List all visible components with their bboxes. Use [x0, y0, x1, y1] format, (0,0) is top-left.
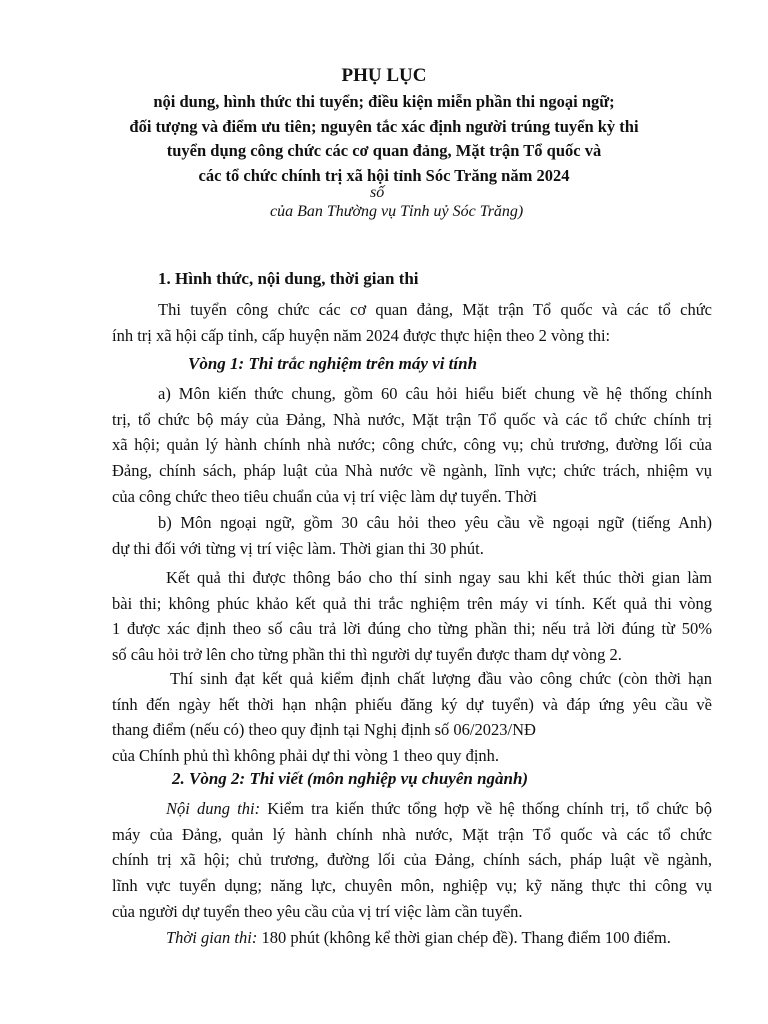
paragraph-line: trị, tổ chức bộ máy của Đảng, Nhà nước, Mặt trận Tổ quốc và các tổ chức chính trị: [112, 409, 712, 429]
paragraph-line: [112, 925, 712, 951]
exemption-paragraph: [112, 666, 712, 769]
paragraph-line: của Chính phủ thì không phải dự thi vòng 1 theo quy định.: [112, 746, 500, 766]
paragraph-line: [112, 796, 712, 822]
round-2-heading: 2. Vòng 2: Thi viết (môn nghiệp vụ chuyên ngành): [172, 769, 529, 788]
paragraph-line: thang điểm (nếu có) theo quy định tại Nghị định số 06/2023/NĐ: [112, 720, 536, 740]
appendix-title: PHỤ LỤC: [341, 65, 427, 86]
paragraph-line: Đảng, chính sách, pháp luật của Nhà nước về ngành, lĩnh vực; chức trách, nhiệm vụ: [112, 461, 712, 481]
paragraph-line: chính trị xã hội; chủ trương, đường lối của Đảng, chính sách, pháp luật về ngành,: [112, 850, 712, 870]
paragraph-line: 1 được xác định theo số câu trả lời đúng cho từng phần thi; nếu trả lời đúng từ 50%: [112, 619, 712, 639]
paragraph-line: dự thi đối với từng vị trí việc làm. Thời gian thi 30 phút.: [112, 538, 484, 558]
paragraph-a: [112, 381, 712, 510]
issuer-line: của Ban Thường vụ Tỉnh uỷ Sóc Trăng): [270, 203, 524, 220]
paragraph-line: b) Môn ngoại ngữ, gồm 30 câu hỏi theo yêu cầu về ngoại ngữ (tiếng Anh): [158, 513, 712, 532]
paragraph-line: xã hội; quản lý hành chính nhà nước; công chức, công vụ; chủ trương, đường lối của: [112, 435, 712, 455]
content-text: Kiểm tra kiến thức tổng hợp về hệ thống chính trị, tổ chức bộ: [260, 799, 712, 818]
paragraph-line: a) Môn kiến thức chung, gồm 60 câu hỏi hiểu biết chung về hệ thống chính: [158, 384, 712, 403]
paragraph-line: của người dự tuyển theo yêu cầu của vị trí việc làm cần tuyển.: [112, 901, 523, 921]
subtitle-line: tuyển dụng công chức các cơ quan đảng, Mặt trận Tổ quốc và: [166, 141, 602, 160]
paragraph-line: Thí sinh đạt kết quả kiểm định chất lượng đầu vào công chức (còn thời hạn: [170, 669, 712, 688]
time-label: Thời gian thi:: [166, 928, 258, 947]
exam-time-paragraph: [112, 925, 712, 951]
paragraph-line: Thi tuyển công chức các cơ quan đảng, Mặt trận Tổ quốc và các tổ chức: [158, 300, 712, 319]
decision-number-label: số: [370, 184, 385, 201]
paragraph-line: máy của Đảng, quản lý hành chính nhà nước, Mặt trận Tổ quốc và các tổ chức: [112, 824, 712, 844]
paragraph-line: Kết quả thi được thông báo cho thí sinh ngay sau khi kết thúc thời gian làm: [166, 568, 712, 587]
subtitle-line: các tổ chức chính trị xã hội tỉnh Sóc Trăng năm 2024: [198, 165, 570, 185]
paragraph-line: ính trị xã hội cấp tỉnh, cấp huyện năm 2024 được thực hiện theo 2 vòng thi:: [112, 325, 611, 345]
paragraph-line: lĩnh vực tuyển dụng; năng lực, chuyên môn, nghiệp vụ; kỹ năng thực thi công vụ: [112, 876, 712, 896]
section-1-heading: 1. Hình thức, nội dung, thời gian thi: [158, 269, 419, 288]
paragraph-line: của công chức theo tiêu chuẩn của vị trí việc làm dự tuyển. Thời: [112, 486, 537, 506]
intro-paragraph: [112, 297, 712, 348]
content-label: Nội dung thi:: [166, 799, 261, 818]
paragraph-b: [112, 510, 712, 561]
subtitle-line: nội dung, hình thức thi tuyển; điều kiện miễn phần thi ngoại ngữ;: [153, 92, 615, 111]
round-1-heading: Vòng 1: Thi trắc nghiệm trên máy vi tính: [188, 354, 478, 373]
paragraph-line: tính đến ngày hết thời hạn nhận phiếu đăng ký dự tuyển) và đáp ứng yêu cầu về: [112, 694, 712, 714]
paragraph-line: số câu hỏi trở lên cho từng phần thi thì người dự tuyển được tham dự vòng 2.: [112, 645, 622, 665]
time-text: 180 phút (không kể thời gian chép đề). Thang điểm 100 điểm.: [257, 928, 671, 947]
appendix-subtitle: [0, 90, 768, 188]
subtitle-line: đối tượng và điểm ưu tiên; nguyên tắc xác định người trúng tuyển kỳ thi: [129, 116, 639, 136]
result-paragraph: [112, 565, 712, 668]
exam-content-paragraph: [112, 796, 712, 925]
paragraph-line: bài thi; không phúc khảo kết quả thi trắc nghiệm trên máy vi tính. Kết quả thi vòng: [112, 593, 712, 613]
